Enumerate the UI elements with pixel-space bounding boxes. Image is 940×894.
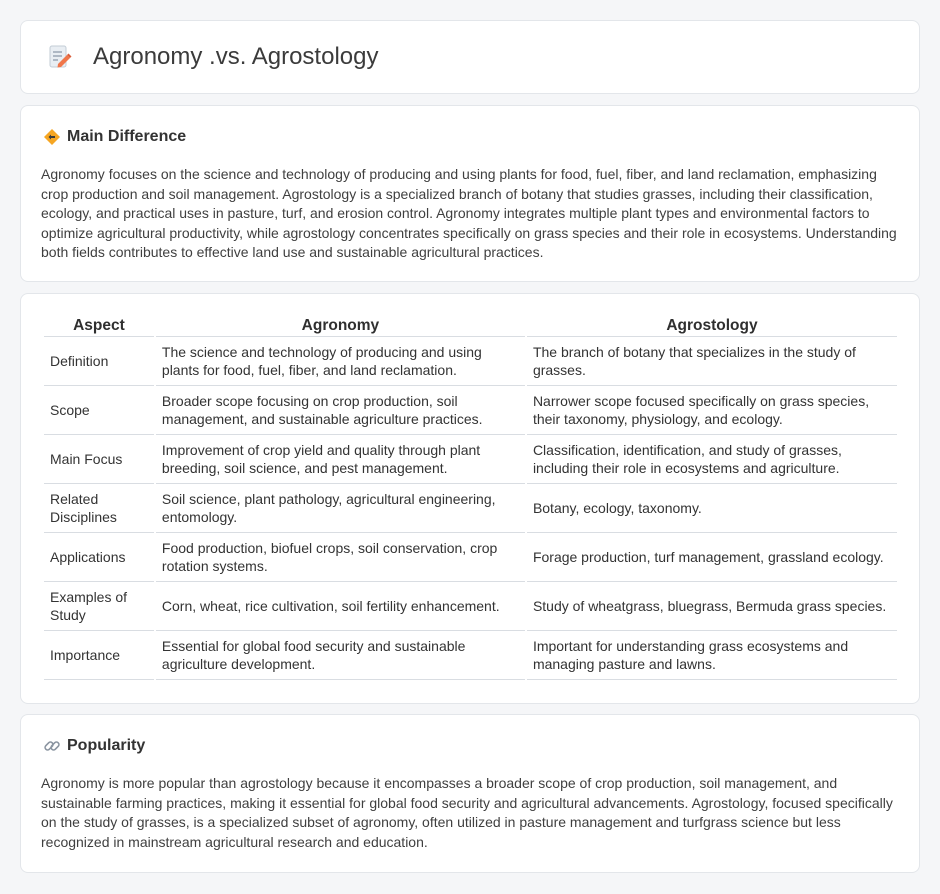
agronomy-cell: Broader scope focusing on crop production, soil management, and sustainable agriculture practices. — [156, 386, 525, 435]
page-title: Agronomy .vs. Agrostology — [93, 43, 379, 70]
popularity-text: Agronomy is more popular than agrostology because it encompasses a broader scope of crop production, soil management, and sustainable farming practices, making it essential for global food security and agricultural advancements. Agrostology, focused specifically on the study of grasses, is a specialized subset of agronomy, often utilized in pasture management and turfgrass science but less recognized in mainstream agricultural research and education. — [41, 775, 893, 850]
diamond-sign-icon — [43, 128, 61, 146]
agrostology-cell: Study of wheatgrass, bluegrass, Bermuda grass species. — [527, 582, 897, 631]
table-row — [44, 484, 897, 533]
section-heading: Popularity — [67, 737, 146, 754]
aspect-cell: Scope — [44, 386, 154, 435]
aspect-cell: Related Disciplines — [44, 484, 154, 533]
comparison-table-section — [20, 293, 920, 704]
section-heading: Main Difference — [67, 128, 187, 145]
table-row — [44, 631, 897, 680]
agronomy-cell: Corn, wheat, rice cultivation, soil fertility enhancement. — [156, 582, 525, 631]
column-header: Agronomy — [156, 315, 525, 337]
title-card — [20, 20, 920, 94]
link-icon — [43, 737, 61, 755]
table-row — [44, 533, 897, 582]
comparison-table — [42, 315, 899, 680]
agrostology-cell: Forage production, turf management, grassland ecology. — [527, 533, 897, 582]
agrostology-cell: Important for understanding grass ecosystems and managing pasture and lawns. — [527, 631, 897, 680]
table-row — [44, 337, 897, 386]
table-row — [44, 582, 897, 631]
aspect-cell: Definition — [44, 337, 154, 386]
column-header: Agrostology — [527, 315, 897, 337]
main-difference-text: Agronomy focuses on the science and technology of producing and using plants for food, fuel, fiber, and land reclamation, emphasizing crop production and soil management. Agrostology is a specialized branch of botany that studies grasses, including their classification, ecology, and practical uses in pasture, turf, and erosion control. Agronomy integrates multiple plant types and environmental factors to optimize agricultural productivity, while agrostology concentrates specifically on grass species and their role in ecosystems. Understanding both fields contributes to effective land use and sustainable agricultural practices. — [41, 166, 897, 261]
aspect-cell: Importance — [44, 631, 154, 680]
agronomy-cell: Food production, biofuel crops, soil conservation, crop rotation systems. — [156, 533, 525, 582]
agronomy-cell: Improvement of crop yield and quality through plant breeding, soil science, and pest management. — [156, 435, 525, 484]
agronomy-cell: Soil science, plant pathology, agricultural engineering, entomology. — [156, 484, 525, 533]
agronomy-cell: Essential for global food security and sustainable agriculture development. — [156, 631, 525, 680]
table-row — [44, 435, 897, 484]
agrostology-cell: Narrower scope focused specifically on grass species, their taxonomy, physiology, and ecology. — [527, 386, 897, 435]
aspect-cell: Applications — [44, 533, 154, 582]
table-row — [44, 386, 897, 435]
aspect-cell: Examples of Study — [44, 582, 154, 631]
document-edit-icon — [45, 43, 73, 71]
agrostology-cell: The branch of botany that specializes in the study of grasses. — [527, 337, 897, 386]
agronomy-cell: The science and technology of producing and using plants for food, fuel, fiber, and land reclamation. — [156, 337, 525, 386]
popularity-section — [20, 714, 920, 873]
aspect-cell: Main Focus — [44, 435, 154, 484]
table-header-row — [44, 315, 897, 337]
column-header: Aspect — [44, 315, 154, 337]
main-difference-section — [20, 105, 920, 282]
agrostology-cell: Botany, ecology, taxonomy. — [527, 484, 897, 533]
agrostology-cell: Classification, identification, and study of grasses, including their role in ecosystems and agriculture. — [527, 435, 897, 484]
